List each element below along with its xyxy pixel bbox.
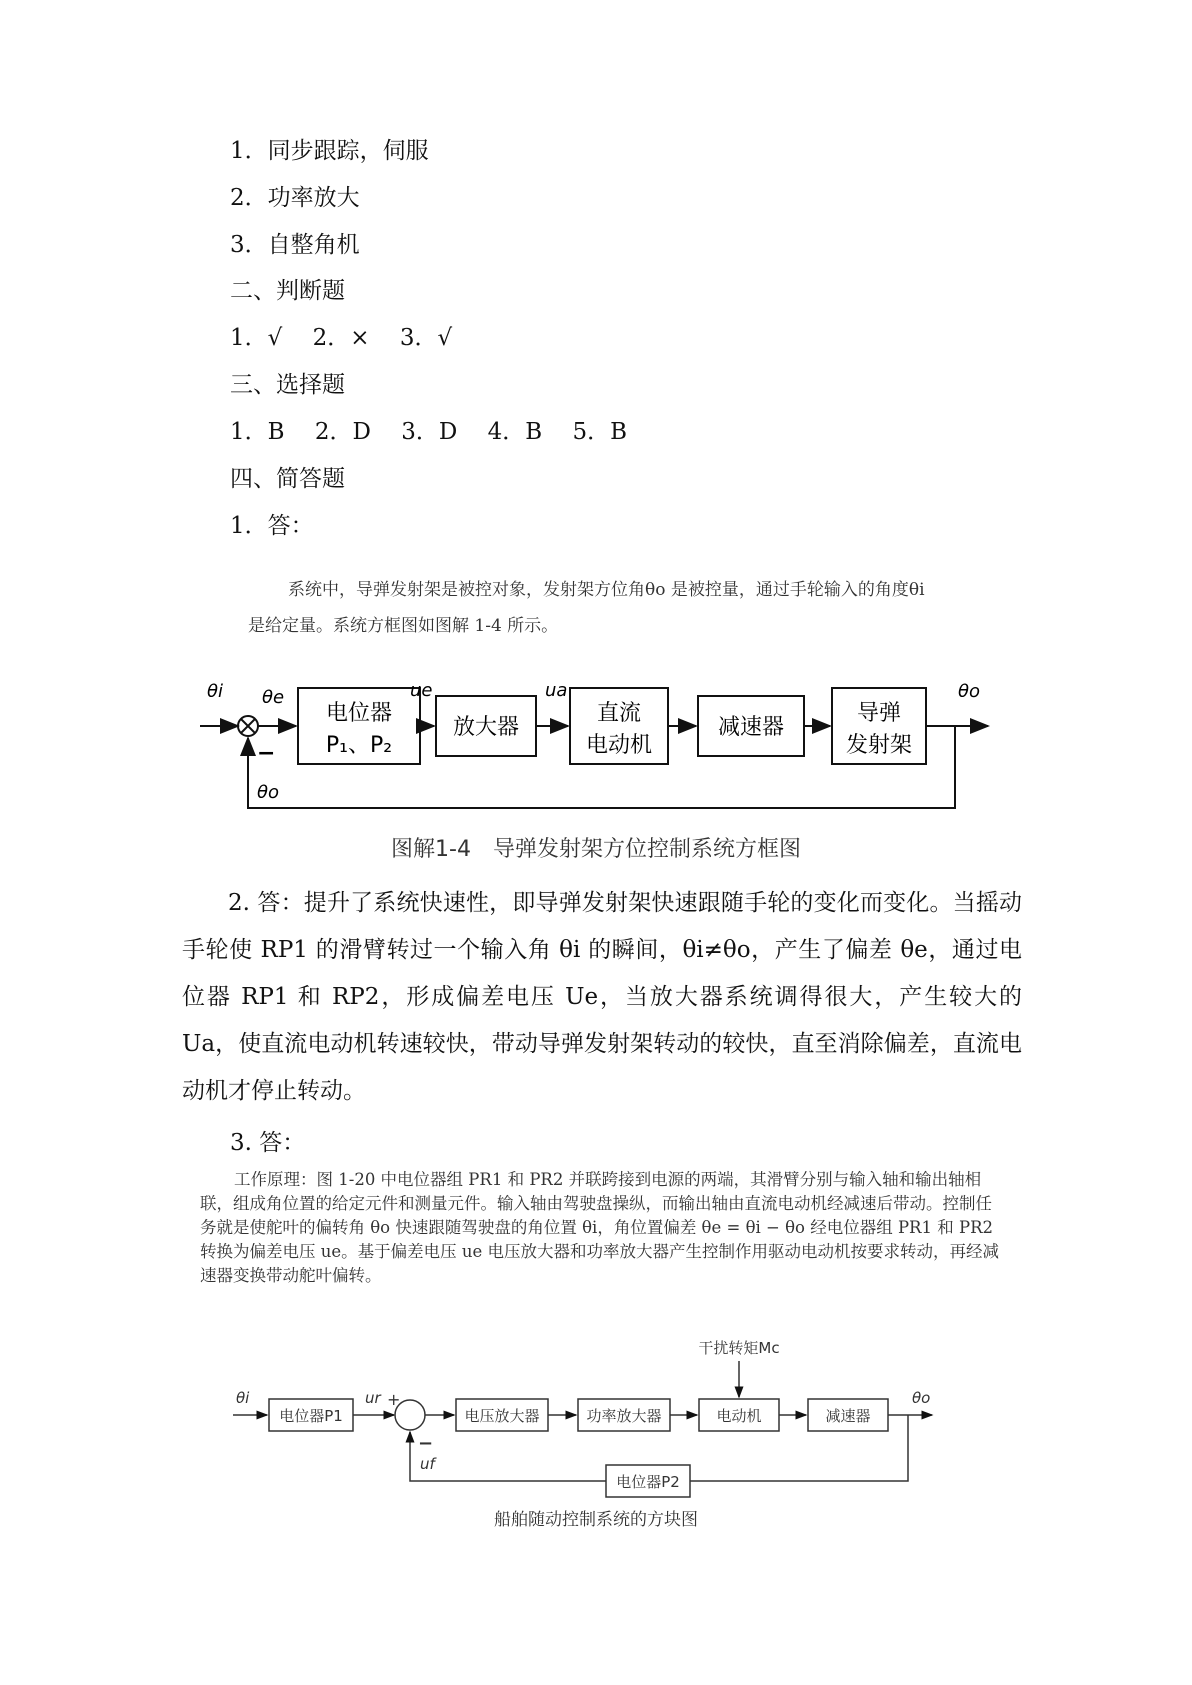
fill-answer-3: 3．自整角机 [230, 232, 360, 258]
choice-answers: 1．B 2．D 3．D 4．B 5．B [230, 419, 627, 445]
diag1-feedback: θo [257, 782, 280, 803]
diag2-block-p1: 电位器P1 [279, 1407, 343, 1425]
diag1-output: θo [958, 681, 981, 702]
diag2-disturbance: 干扰转矩Mc [698, 1339, 780, 1357]
diag2-ur: ur [365, 1389, 381, 1407]
section-heading-choice: 三、选择题 [230, 372, 345, 398]
diag2-minus: − [418, 1433, 434, 1454]
answer2-paragraph [182, 880, 1022, 1115]
diag2-input: θi [236, 1389, 250, 1407]
answer2-text: 提升了系统快速性，即导弹发射架快速跟随手轮的变化而变化。当摇动手轮使 RP1 的滑臂转过一个输入角 θi 的瞬间，θi≠θo，产生了偏差 θe，通过电位器 RP1 和 RP2，形成偏差电压 Ue，当放大器系统调得很大，产生较大的 Ua，使直流电动机转速较快，带动导弹发射架转动的较快，直至消除偏差，直流电动机才停止转动。 [182, 890, 1022, 1104]
diag2-output: θo [912, 1389, 931, 1407]
diag1-block-launcher: 发射架 [845, 733, 913, 758]
diag2-block-p2: 电位器P2 [616, 1473, 680, 1491]
diagram2-caption: 船舶随动控制系统的方块图 [494, 1510, 698, 1530]
diag1-block-motor: 电动机 [585, 733, 653, 758]
section-heading-short-answer: 四、简答题 [230, 466, 345, 492]
judgement-answers: 1．√ 2．× 3．√ [230, 325, 453, 351]
diag1-block-missile: 导弹 [856, 701, 902, 726]
diag2-block-reducer: 减速器 [825, 1407, 871, 1425]
diag2-uf: uf [420, 1455, 435, 1473]
diag2-block-motor: 电动机 [716, 1407, 762, 1425]
answer1-line2: 是给定量。系统方框图如图解 1-4 所示。 [248, 616, 559, 636]
diag1-block-dc: 直流 [596, 701, 642, 726]
diag1-block-potentiometer: 电位器 [325, 701, 393, 726]
fill-answer-2: 2．功率放大 [230, 185, 360, 211]
diag1-ua: ua [545, 680, 568, 701]
fill-answer-1: 1．同步跟踪，伺服 [230, 138, 429, 164]
diag1-input: θi [207, 681, 224, 702]
short-answer-1-label: 1．答： [230, 513, 314, 539]
answer3-text: 工作原理：图 1-20 中电位器组 PR1 和 PR2 并联跨接到电源的两端，其滑臂分别与输入轴和输出轴相联，组成角位置的给定元件和测量元件。输入轴由驾驶盘操纵，而输出轴由直流电动机经减速后带动。控制任务就是使舵叶的偏转角 θo 快速跟随驾驶盘的角位置 θi，角位置偏差 θe = θi − θo 经电位器组 PR1 和 PR2 转换为偏差电压 ue。基于偏差电压 ue 电压放大器和功率放大器产生控制作用驱动电动机按要求转动，再经减速器变换带动舵叶偏转。 [200, 1170, 1000, 1285]
diag1-minus: − [257, 741, 276, 766]
diag1-block-reducer: 减速器 [717, 715, 785, 740]
answer3-label: 3. 答： [230, 1130, 306, 1156]
diag2-block-voltage-amp: 电压放大器 [464, 1407, 540, 1425]
diagram1-caption: 图解1-4 导弹发射架方位控制系统方框图 [391, 837, 801, 862]
section-heading-judgement: 二、判断题 [230, 278, 345, 304]
diag1-error: θe [262, 687, 285, 708]
diag1-block-p1p2: P₁、P₂ [325, 733, 393, 758]
diag2-plus: + [387, 1390, 401, 1409]
answer1-line1: 系统中，导弹发射架是被控对象，发射架方位角θo 是被控量，通过手轮输入的角度θi [288, 580, 925, 600]
block-diagram-ship [0, 1335, 1192, 1505]
block-diagram-missile [0, 660, 1192, 840]
answer2-label: 2. 答： [228, 890, 304, 916]
diag1-block-amplifier: 放大器 [452, 715, 520, 740]
diag2-block-power-amp: 功率放大器 [586, 1407, 662, 1425]
diag1-ue: ue [410, 680, 433, 701]
